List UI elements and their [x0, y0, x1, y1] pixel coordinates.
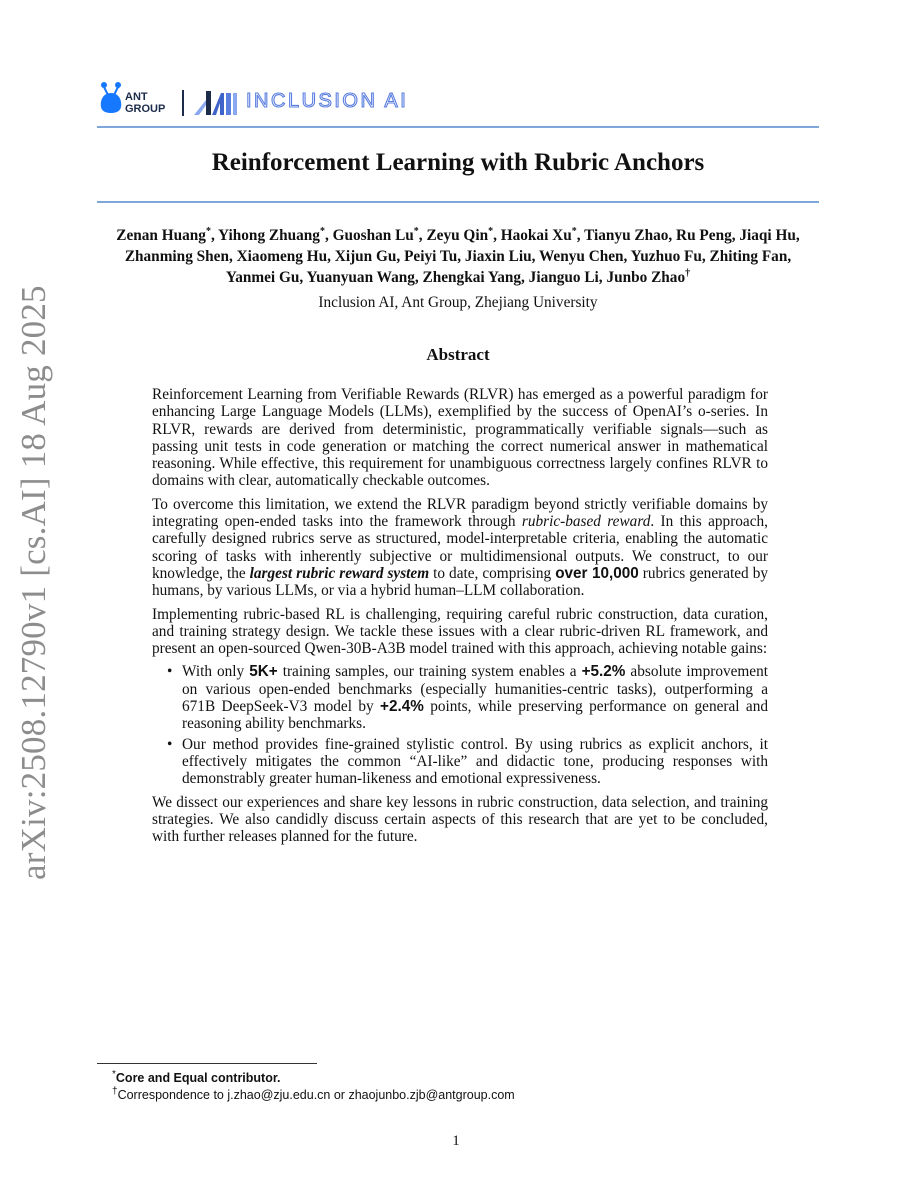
title-rule-bottom — [97, 201, 819, 203]
footnote-text: Core and Equal contributor. — [115, 1071, 281, 1085]
text-run: With only — [182, 663, 250, 681]
abstract-heading: Abstract — [426, 345, 490, 364]
author-mark: * — [571, 225, 577, 237]
title-rule-top — [97, 126, 819, 128]
author-mark: * — [319, 225, 325, 237]
logo-divider — [182, 90, 184, 116]
footnote-mark: * — [112, 1068, 116, 1080]
text-run: points, while preserving performance on general and reasoning ability benchmarks. — [182, 698, 768, 733]
abstract-paragraph-4: We dissect our experiences and share key lessons in rubric construction, data selection, and training strategies. We also candidly discuss certain aspects of this research that are yet to be concluded, with further releases planned for the future. — [152, 793, 768, 846]
author-name: , Tianyu Zhao, Ru Peng, Jiaqi Hu, — [576, 227, 800, 244]
footnote-text[interactable]: Correspondence to j.zhao@zju.edu.cn or zhaojunbo.zjb@antgroup.com — [117, 1088, 515, 1102]
author-name: Yanmei Gu, Yuanyuan Wang, Zhengkai Yang, Jianguo Li, Junbo Zhao — [225, 269, 686, 286]
affiliation: Inclusion AI, Ant Group, Zhejiang University — [318, 294, 598, 311]
footnote-mark: † — [112, 1085, 118, 1097]
emphasis: largest rubric reward system — [249, 564, 430, 582]
list-item — [182, 663, 768, 732]
gains-list — [152, 663, 768, 787]
text-run: to date, comprising — [429, 564, 556, 582]
emphasis: 5K+ — [249, 663, 278, 681]
author-line-3 — [97, 267, 819, 288]
author-line-1 — [97, 225, 819, 246]
author-name: , Zeyu Qin — [418, 227, 489, 244]
page-number: 1 — [452, 1133, 460, 1149]
footnotes — [112, 1070, 812, 1104]
author-name: , Yihong Zhuang — [210, 227, 320, 244]
author-name: , Haokai Xu — [493, 227, 572, 244]
abstract-body — [152, 386, 768, 851]
text-run: To overcome this limitation, we extend the RLVR paradigm beyond strictly verifiable domains by integrating open-ended tasks into the framework through — [152, 495, 768, 531]
emphasis: over 10,000 — [555, 564, 639, 582]
ant-wordmark-line2: GROUP — [125, 103, 166, 115]
author-mark: * — [413, 225, 419, 237]
author-name: , Guoshan Lu — [324, 227, 414, 244]
emphasis: +5.2% — [581, 663, 626, 681]
ant-group-wordmark — [125, 91, 165, 115]
text-run: absolute improvement on various open-ended benchmarks (especially humanities-centric tasks), outperforming a 671B DeepSeek-V3 model by — [182, 663, 768, 716]
emphasis: +2.4% — [380, 698, 424, 716]
header-logos — [98, 78, 478, 126]
emphasis: rubric-based reward — [521, 513, 651, 531]
footnote-rule — [97, 1063, 317, 1064]
footnote-2 — [112, 1087, 812, 1104]
text-run: . In this approach, carefully designed rubrics serve as structured, model-interpretable criteria, enabling the automatic scoring of tasks with inherently subjective or multidimensional outputs. We construct, to our knowledge, the — [152, 513, 768, 582]
list-item: • Our method provides fine-grained stylistic control. By using rubrics as explicit anchors, it effectively mitigates the common “AI-like” and didactic tone, producing responses with demonstrably greater human-likeness and emotional expressiveness. — [182, 736, 768, 788]
inclusion-ai-mark-icon — [194, 88, 240, 118]
abstract-paragraph-3: Implementing rubric-based RL is challenging, requiring careful rubric construction, data curation, and training strategy design. We tackle these issues with a clear rubric-driven RL framework, and present an open-sourced Qwen-30B-A3B model trained with this approach, achieving notable gains: — [152, 605, 768, 658]
author-mark: * — [205, 225, 211, 237]
text-run: training samples, our training system enables a — [277, 663, 582, 681]
author-name: Zenan Huang — [116, 227, 206, 244]
ant-wordmark-line1: ANT — [125, 91, 148, 103]
author-list — [97, 225, 819, 288]
inclusion-ai-wordmark: INCLUSION AI — [246, 90, 409, 112]
paper-title: Reinforcement Learning with Rubric Anchors — [211, 149, 705, 176]
author-mark: † — [685, 267, 691, 279]
arxiv-stamp: arXiv:2508.12790v1 [cs.AI] 18 Aug 2025 — [14, 285, 53, 880]
author-mark: * — [488, 225, 494, 237]
text-run: rubrics generated by humans, by various LLMs, or via a hybrid human–LLM collaboration. — [152, 564, 769, 600]
footnote-1 — [112, 1070, 812, 1087]
abstract-paragraph-1: Reinforcement Learning from Verifiable Rewards (RLVR) has emerged as a powerful paradigm for enhancing Large Language Models (LLMs), exemplified by the success of OpenAI’s o-series. In RLVR, rewards are derived from deterministic, programmatically verifiable signals—such as passing unit tests in code generation or matching the correct numerical answer in mathematical reasoning. While effective, this requirement for unambiguous correctness largely confines RLVR to domains with clear, automatically checkable outcomes. — [152, 386, 768, 490]
author-line-2: Zhanming Shen, Xiaomeng Hu, Xijun Gu, Peiyi Tu, Jiaxin Liu, Wenyu Chen, Yuzhuo Fu, Zhiting Fan, — [124, 248, 792, 265]
ant-group-logo-icon — [98, 80, 124, 114]
abstract-paragraph-2 — [152, 496, 768, 600]
